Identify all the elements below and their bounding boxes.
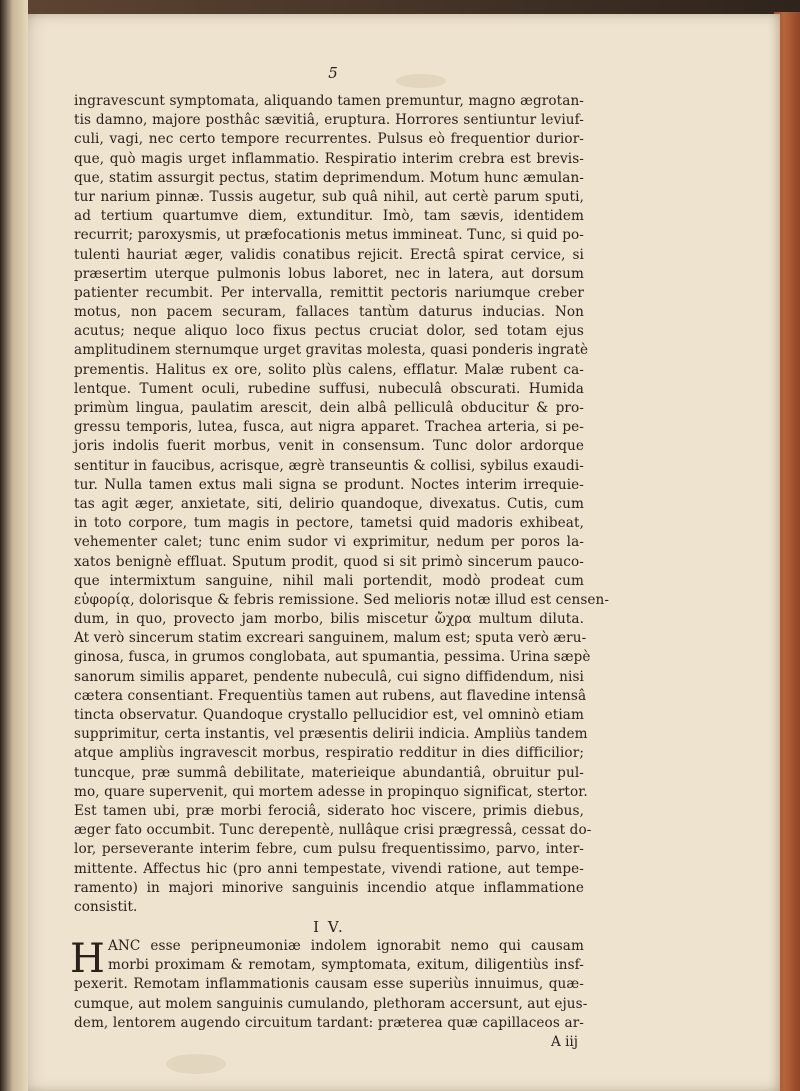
text-line: atque ampliùs ingravescit morbus, respiratio redditur in dies difficilior; bbox=[74, 745, 584, 762]
text-line: prementis. Halitus ex ore, solito plùs calens, efflatur. Malæ rubent ca- bbox=[74, 361, 584, 378]
catchword: A iij bbox=[550, 1034, 578, 1050]
text-line: tur narium pinnæ. Tussis augetur, sub quâ nihil, aut certè parum sputi, bbox=[74, 188, 584, 205]
paragraph-causes bbox=[70, 936, 588, 1033]
page-number: 5 bbox=[328, 64, 338, 82]
text-line: patienter recumbit. Per intervalla, remittit pectoris nariumque creber bbox=[74, 284, 584, 301]
paragraph-symptoms bbox=[74, 92, 610, 917]
text-line: vehementer calet; tunc enim sudor vi exprimitur, nedum per poros la- bbox=[74, 534, 584, 551]
text-line: supprimitur, certa instantis, vel præsentis delirii indicia. Ampliùs tandem bbox=[74, 726, 588, 743]
paper-stain bbox=[396, 74, 446, 88]
text-line: cumque, aut molem sanguinis cumulando, plethoram accersunt, aut ejus- bbox=[74, 995, 588, 1012]
section-heading: I V. bbox=[313, 918, 345, 937]
text-line: consistit. bbox=[74, 898, 138, 915]
text-line: dum, in quo, provecto jam morbo, bilis miscetur ὤχρα multum diluta. bbox=[74, 611, 584, 628]
text-line: lentque. Tument oculi, rubedine suffusi, nubeculâ obscurati. Humida bbox=[74, 380, 584, 397]
text-line: culi, vagi, nec certo tempore recurrentes. Pulsus eò frequentior durior- bbox=[74, 131, 584, 148]
text-body bbox=[70, 92, 610, 1052]
text-line: sanorum similis apparet, pendente nubeculâ, cui signo diffidendum, nisi bbox=[74, 668, 584, 685]
text-line: recurrit; paroxysmis, ut præfocationis metus immineat. Tunc, si quid po- bbox=[74, 227, 584, 244]
text-line: acutus; neque aliquo loco fixus pectus cruciat dolor, sed totam ejus bbox=[74, 323, 584, 340]
text-line: æger fato occumbit. Tunc derepentè, nullâque crisi prægressâ, cessat do- bbox=[74, 822, 592, 839]
text-line: At verò sincerum statim excreari sanguinem, malum est; sputa verò æru- bbox=[74, 630, 587, 647]
text-line: morbi proximam & remotam, symptomata, exitum, diligentiùs insf- bbox=[108, 957, 584, 974]
text-line: tur. Nulla tamen extus mali signa se produnt. Noctes interim irrequie- bbox=[74, 476, 584, 493]
text-line: tulenti hauriat æger, validis conatibus rejicit. Erectâ spirat cervice, si bbox=[74, 246, 584, 263]
text-line: tuncque, præ summâ debilitate, materieique abundantiâ, obruitur pul- bbox=[74, 764, 584, 781]
text-line: mittente. Affectus hic (pro anni tempestate, vivendi ratione, aut tempe- bbox=[74, 860, 584, 877]
text-line: pexerit. Remotam inflammationis causam esse superiùs innuimus, quæ- bbox=[74, 976, 584, 993]
text-line: mo, quare supervenit, qui mortem adesse in propinquo significat, stertor. bbox=[74, 783, 588, 800]
drop-cap: H bbox=[70, 936, 105, 983]
text-line: ANC esse peripneumoniæ indolem ignorabit nemo qui causam bbox=[108, 938, 584, 955]
text-line: ingravescunt symptomata, aliquando tamen premuntur, magno ægrotan- bbox=[74, 93, 584, 109]
text-line: ginosa, fusca, in grumos conglobata, aut spumantia, pessima. Urina sæpè bbox=[74, 649, 591, 666]
text-line: cætera consentiant. Frequentiùs tamen aut rubens, aut flavedine intensâ bbox=[74, 687, 587, 704]
text-line: præsertim uterque pulmonis lobus laboret, nec in latera, aut dorsum bbox=[74, 265, 584, 282]
page-gutter-shadow bbox=[0, 0, 28, 1091]
text-line: sentitur in faucibus, acrisque, ægrè transeuntis & collisi, sybilus exaudi- bbox=[74, 457, 584, 474]
paper-stain bbox=[166, 1054, 226, 1074]
text-line: xatos benignè effluat. Sputum prodit, quod si sit primò sincerum pauco- bbox=[74, 553, 584, 570]
text-line: que intermixtum sanguine, nihil mali portendit, modò prodeat cum bbox=[74, 572, 584, 589]
text-line: gressu temporis, lutea, fusca, aut nigra apparet. Trachea arteria, si pe- bbox=[74, 419, 584, 436]
text-line: motus, non pacem securam, fallaces tantùm daturus inducias. Non bbox=[74, 304, 584, 321]
text-line: primùm lingua, paulatim arescit, dein albâ pelliculâ obducitur & pro- bbox=[74, 400, 584, 416]
text-line: lor, perseverante interim febre, cum pulsu frequentissimo, parvo, inter- bbox=[74, 841, 584, 858]
text-line: ramento) in majori minorive sanguinis incendio atque inflammatione bbox=[74, 879, 584, 896]
text-line: εὐφορίᾳ, dolorisque & febris remissione. Sed melioris notæ illud est censen- bbox=[74, 591, 610, 608]
text-line: ad tertium quartumve diem, extunditur. Imò, tam sævis, identidem bbox=[74, 208, 584, 225]
text-line: amplitudinem sternumque urget gravitas molesta, quasi ponderis ingratè bbox=[74, 342, 589, 359]
text-line: Est tamen ubi, præ morbi ferociâ, siderato hoc viscere, primis diebus, bbox=[74, 802, 584, 819]
text-line: in toto corpore, tum magis in pectore, tametsi quid madoris exhibeat, bbox=[74, 515, 584, 532]
text-line: dem, lentorem augendo circuitum tardant: præterea quæ capillaceos ar- bbox=[74, 1014, 584, 1031]
text-line: tis damno, majore posthâc sævitiâ, eruptura. Horrores sentiuntur leviuf- bbox=[74, 112, 584, 129]
text-line: tincta observatur. Quandoque crystallo pellucidior est, vel omninò etiam bbox=[74, 707, 584, 723]
text-line: que, statim assurgit pectus, statim deprimendum. Motum hunc æmulan- bbox=[74, 169, 584, 186]
text-line: tas agit æger, anxietate, siti, delirio quandoque, divexatus. Cutis, cum bbox=[74, 495, 584, 512]
text-line: que, quò magis urget inflammatio. Respiratio interim crebra est brevis- bbox=[74, 150, 584, 167]
text-line: joris indolis fuerit morbus, venit in consensum. Tunc dolor ardorque bbox=[74, 438, 584, 455]
